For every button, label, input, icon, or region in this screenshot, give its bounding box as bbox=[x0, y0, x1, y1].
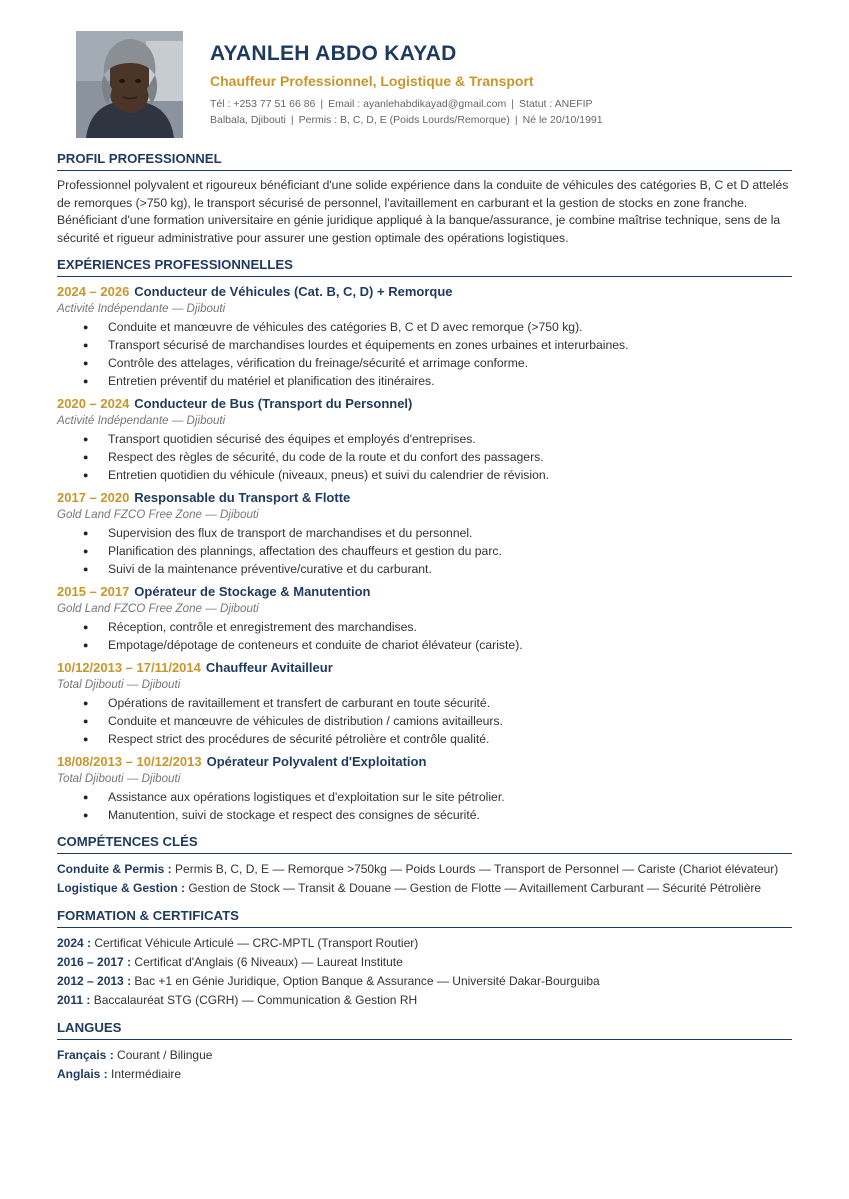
languages-section bbox=[57, 1019, 792, 1084]
job-header bbox=[57, 283, 792, 301]
contact-address: Balbala, Djibouti bbox=[210, 114, 286, 126]
job-dates: 2024 – 2026 bbox=[57, 284, 130, 299]
job-dates: 2015 – 2017 bbox=[57, 584, 130, 599]
contact-line-2 bbox=[210, 112, 791, 128]
job-bullets bbox=[57, 694, 792, 748]
candidate-subtitle: Chauffeur Professionnel, Logistique & Transport bbox=[210, 73, 534, 89]
education-value: Baccalauréat STG (CGRH) — Communication & Gestion RH bbox=[93, 993, 418, 1007]
profile-photo-icon bbox=[76, 31, 183, 138]
job-entry bbox=[57, 583, 792, 654]
job-bullet: ● Suivi de la maintenance préventive/curative et du carburant. bbox=[57, 560, 792, 578]
job-title: Opérateur de Stockage & Manutention bbox=[134, 584, 371, 599]
resume-header bbox=[76, 31, 791, 139]
job-bullet: ● Conduite et manœuvre de véhicules de distribution / camions avitailleurs. bbox=[57, 712, 792, 730]
section-title: LANGUES bbox=[57, 1019, 792, 1040]
profile-photo bbox=[76, 31, 183, 138]
job-company: Gold Land FZCO Free Zone — Djibouti bbox=[57, 508, 259, 521]
job-bullets bbox=[57, 788, 792, 824]
education-value: Bac +1 en Génie Juridique, Option Banque & Assurance — Université Dakar-Bourguiba bbox=[134, 974, 600, 988]
skill-label: Conduite & Permis : bbox=[57, 862, 172, 876]
job-dates: 2020 – 2024 bbox=[57, 396, 130, 411]
contact-separator: | bbox=[511, 98, 515, 110]
education-section bbox=[57, 907, 792, 1010]
experience-section bbox=[57, 256, 792, 824]
contact-separator: | bbox=[320, 98, 324, 110]
job-bullet: ● Transport sécurisé de marchandises lourdes et équipements en zones urbaines et interurbaines. bbox=[57, 336, 792, 354]
job-bullet: ● Réception, contrôle et enregistrement des marchandises. bbox=[57, 618, 792, 636]
language-level: Intermédiaire bbox=[111, 1067, 182, 1081]
education-value: Certificat Véhicule Articulé — CRC-MPTL (Transport Routier) bbox=[94, 936, 419, 950]
job-entry bbox=[57, 753, 792, 824]
job-title: Responsable du Transport & Flotte bbox=[134, 490, 351, 505]
language-label: Anglais : bbox=[57, 1067, 108, 1081]
education-date: 2011 : bbox=[57, 993, 91, 1007]
education-line bbox=[57, 934, 792, 953]
education-line bbox=[57, 991, 792, 1010]
education-line bbox=[57, 972, 792, 991]
section-title: PROFIL PROFESSIONNEL bbox=[57, 150, 792, 171]
job-dates: 18/08/2013 – 10/12/2013 bbox=[57, 754, 202, 769]
contact-license: Permis : B, C, D, E (Poids Lourds/Remorque) bbox=[298, 114, 510, 126]
education-date: 2024 : bbox=[57, 936, 92, 950]
contact-email: Email : ayanlehabdikayad@gmail.com bbox=[328, 98, 507, 110]
job-company: Activité Indépendante — Djibouti bbox=[57, 414, 226, 427]
profile-text: Professionnel polyvalent et rigoureux bénéficiant d'une solide expérience dans la conduite de véhicules des catégories B, C et D attelés de remorques (>750 kg), le transport sécurisé de personnel, l'avitaillement en carburant et la gestion de stocks en zone franche. Bénéficiant d'une formation universitaire en génie juridique appliqué à la banque/assurance, je combine maîtrise technique, sens de la sécurité et rigueur administrative pour assurer une gestion optimale des opérations logistiques. bbox=[57, 178, 789, 245]
job-title: Conducteur de Véhicules (Cat. B, C, D) + Remorque bbox=[134, 284, 453, 299]
job-title: Opérateur Polyvalent d'Exploitation bbox=[206, 754, 427, 769]
contact-phone: Tél : +253 77 51 66 86 bbox=[210, 98, 316, 110]
job-bullets bbox=[57, 318, 792, 390]
job-dates: 10/12/2013 – 17/11/2014 bbox=[57, 660, 201, 675]
job-bullet: ● Conduite et manœuvre de véhicules des catégories B, C et D avec remorque (>750 kg). bbox=[57, 318, 792, 336]
profile-section bbox=[57, 150, 792, 247]
education-date: 2016 – 2017 : bbox=[57, 955, 132, 969]
job-title: Chauffeur Avitailleur bbox=[205, 660, 333, 675]
language-label: Français : bbox=[57, 1048, 114, 1062]
job-bullet: ● Manutention, suivi de stockage et respect des consignes de sécurité. bbox=[57, 806, 792, 824]
job-bullet: ● Entretien quotidien du véhicule (niveaux, pneus) et suivi du calendrier de révision. bbox=[57, 466, 792, 484]
job-header bbox=[57, 753, 792, 771]
skills-section bbox=[57, 833, 792, 898]
job-bullet: ● Respect strict des procédures de sécurité pétrolière et contrôle qualité. bbox=[57, 730, 792, 748]
job-header bbox=[57, 489, 792, 507]
education-date: 2012 – 2013 : bbox=[57, 974, 132, 988]
job-header bbox=[57, 659, 792, 677]
skill-value: Permis B, C, D, E — Remorque >750kg — Poids Lourds — Transport de Personnel — Cariste (Chariot élévateur) bbox=[175, 862, 779, 876]
job-bullets bbox=[57, 524, 792, 578]
job-bullet: ● Respect des règles de sécurité, du code de la route et du confort des passagers. bbox=[57, 448, 792, 466]
education-line bbox=[57, 953, 792, 972]
candidate-name: AYANLEH ABDO KAYAD bbox=[210, 42, 457, 65]
job-bullets bbox=[57, 430, 792, 484]
job-bullet: ● Empotage/dépotage de conteneurs et conduite de chariot élévateur (cariste). bbox=[57, 636, 792, 654]
job-entry bbox=[57, 489, 792, 578]
contact-line-1 bbox=[210, 96, 791, 112]
education-value: Certificat d'Anglais (6 Niveaux) — Laureat Institute bbox=[134, 955, 403, 969]
header-text bbox=[210, 41, 791, 128]
language-line bbox=[57, 1065, 792, 1084]
job-bullet: ● Opérations de ravitaillement et transfert de carburant en toute sécurité. bbox=[57, 694, 792, 712]
job-entry bbox=[57, 395, 792, 484]
language-line bbox=[57, 1046, 792, 1065]
contact-separator: | bbox=[290, 114, 294, 126]
job-company: Total Djibouti — Djibouti bbox=[57, 678, 181, 691]
section-title: FORMATION & CERTIFICATS bbox=[57, 907, 792, 928]
section-title: COMPÉTENCES CLÉS bbox=[57, 833, 792, 854]
job-company: Gold Land FZCO Free Zone — Djibouti bbox=[57, 602, 259, 615]
skill-label: Logistique & Gestion : bbox=[57, 881, 185, 895]
language-level: Courant / Bilingue bbox=[117, 1048, 213, 1062]
job-bullets bbox=[57, 618, 792, 654]
job-header bbox=[57, 395, 792, 413]
resume-content bbox=[57, 150, 792, 1093]
contact-status: Statut : ANEFIP bbox=[519, 98, 593, 110]
job-company: Activité Indépendante — Djibouti bbox=[57, 302, 226, 315]
skill-value: Gestion de Stock — Transit & Douane — Gestion de Flotte — Avitaillement Carburant — Sécurité Pétrolière bbox=[188, 881, 762, 895]
job-bullet: ● Supervision des flux de transport de marchandises et du personnel. bbox=[57, 524, 792, 542]
job-dates: 2017 – 2020 bbox=[57, 490, 130, 505]
job-bullet: ● Planification des plannings, affectation des chauffeurs et gestion du parc. bbox=[57, 542, 792, 560]
job-bullet: ● Entretien préventif du matériel et planification des itinéraires. bbox=[57, 372, 792, 390]
contact-separator: | bbox=[514, 114, 518, 126]
job-bullet: ● Assistance aux opérations logistiques et d'exploitation sur le site pétrolier. bbox=[57, 788, 792, 806]
job-bullet: ● Transport quotidien sécurisé des équipes et employés d'entreprises. bbox=[57, 430, 792, 448]
section-title: EXPÉRIENCES PROFESSIONNELLES bbox=[57, 256, 792, 277]
job-title: Conducteur de Bus (Transport du Personnel) bbox=[134, 396, 413, 411]
contact-birthdate: Né le 20/10/1991 bbox=[522, 114, 603, 126]
job-entry bbox=[57, 659, 792, 748]
job-bullet: ● Contrôle des attelages, vérification du freinage/sécurité et arrimage conforme. bbox=[57, 354, 792, 372]
job-entry bbox=[57, 283, 792, 390]
job-company: Total Djibouti — Djibouti bbox=[57, 772, 181, 785]
skill-line bbox=[57, 879, 792, 898]
job-header bbox=[57, 583, 792, 601]
skill-line bbox=[57, 860, 792, 879]
